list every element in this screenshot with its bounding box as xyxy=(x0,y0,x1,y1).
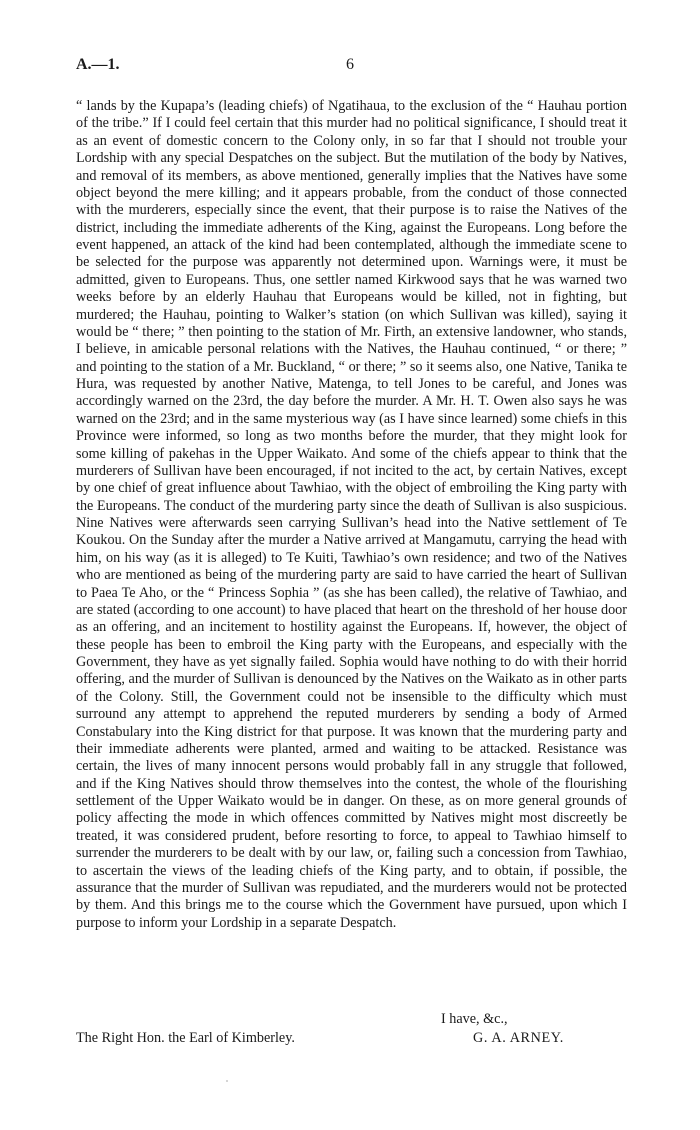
signature: G. A. ARNEY. xyxy=(473,1030,564,1046)
closing-salutation: I have, &c., xyxy=(441,1011,508,1027)
addressee: The Right Hon. the Earl of Kimberley. xyxy=(76,1030,295,1046)
body-paragraph: “ lands by the Kupapa’s (leading chiefs) of Ngatihaua, to the exclusion of the “ Hauhau portion of the tribe.” If I could feel certain that this murder had no political significance, I should treat it as an event of domestic concern to the Colony only, in so far that I should not trouble your Lordship with any special Despatches on the subject. But the mutilation of the body by Natives, and removal of its members, as above mentioned, generally implies that the Natives have some object beyond the mere killing; and it appears probable, from the conduct of those connected with the murderers, especially since the event, that their purpose is to raise the Natives of the district, including the immediate adherents of the King, against the Europeans. Long before the event happened, an attack of the kind had been contemplated, although the immediate scene to be selected for the purpose was apparently not determined upon. Warnings were, it must be admitted, given to Europeans. Thus, one settler named Kirkwood says that he was warned two weeks before by an elderly Hauhau that Europeans would be killed, not in fighting, but murdered; the Hauhau, pointing to Walker’s station (on which Sullivan was killed), saying it would be “ there; ” then pointing to the station of Mr. Firth, an extensive landowner, who stands, I believe, in amicable personal relations with the Natives, the Hauhau continued, “ or there; ” and pointing to the station of a Mr. Buckland, “ or there; ” so it seems also, one Native, Tanika te Hura, was requested by another Native, Matenga, to tell Jones to be careful, and Jones was accordingly warned on the 23rd, the day before the murder. A Mr. H. T. Owen also says he was warned on the 23rd; and in the same mysterious way (as I have since learned) some chiefs in this Province were informed, so long as two months before the murder, that they might look for some killing of pakehas in the Upper Waikato. And some of the chiefs appear to think that the murderers of Sullivan have been encouraged, if not incited to the act, by certain Natives, except by one chief of great influence about Tawhiao, with the object of embroiling the King party with the Europeans. The conduct of the murdering party since the death of Sullivan is also suspicious. Nine Natives were afterwards seen carrying Sullivan’s head into the Native settlement of Te Koukou. On the Sunday after the murder a Native arrived at Mangamutu, carrying the head with him, on his way (as it is alleged) to Te Kuiti, Tawhiao’s own residence; and two of the Natives who are mentioned as being of the murdering party are said to have carried the heart of Sullivan to Paea Te Aho, or the “ Princess Sophia ” (as she has been called), the relative of Tawhiao, and are stated (according to one account) to have placed that heart on the threshold of her house door as an offering, and an incitement to hostility against the Europeans. If, however, the object of these people has been to embroil the King party with the Europeans, and especially with the Government, they have as yet signally failed. Sophia would have nothing to do with their horrid offering, and the murder of Sullivan is denounced by the Natives on the Waikato as in other parts of the Colony. Still, the Government could not be insensible to the difficulty which must surround any attempt to apprehend the reputed murderers by sending a body of Armed Constabulary into the King district for that purpose. It was known that the murdering party and their immediate adherents were planted, armed and waiting to be attacked. Resistance was certain, the lives of many innocent persons would probably fall in any struggle that followed, and if the King Natives should throw themselves into the contest, the whole of the flourishing settlement of the Upper Waikato would be in danger. On these, as on more general grounds of policy affecting the mode in which offences committed by Natives might most discreetly be treated, it was considered prudent, before resorting to force, to appeal to Tawhiao himself to surrender the murderers to be dealt with by our law, or, failing such a concession from Tawhiao, to ascertain the views of the leading chiefs of the King party, and to obtain, if possible, the assurance that the murder of Sullivan was repudiated, and the murderers would not be protected by them. And this brings me to the course which the Government have pursued, upon which I purpose to inform your Lordship in a separate Despatch. xyxy=(76,98,627,931)
print-speck xyxy=(226,1080,228,1082)
page-number: 6 xyxy=(346,56,354,73)
page-header xyxy=(76,56,626,78)
document-reference: A.—1. xyxy=(76,56,120,73)
